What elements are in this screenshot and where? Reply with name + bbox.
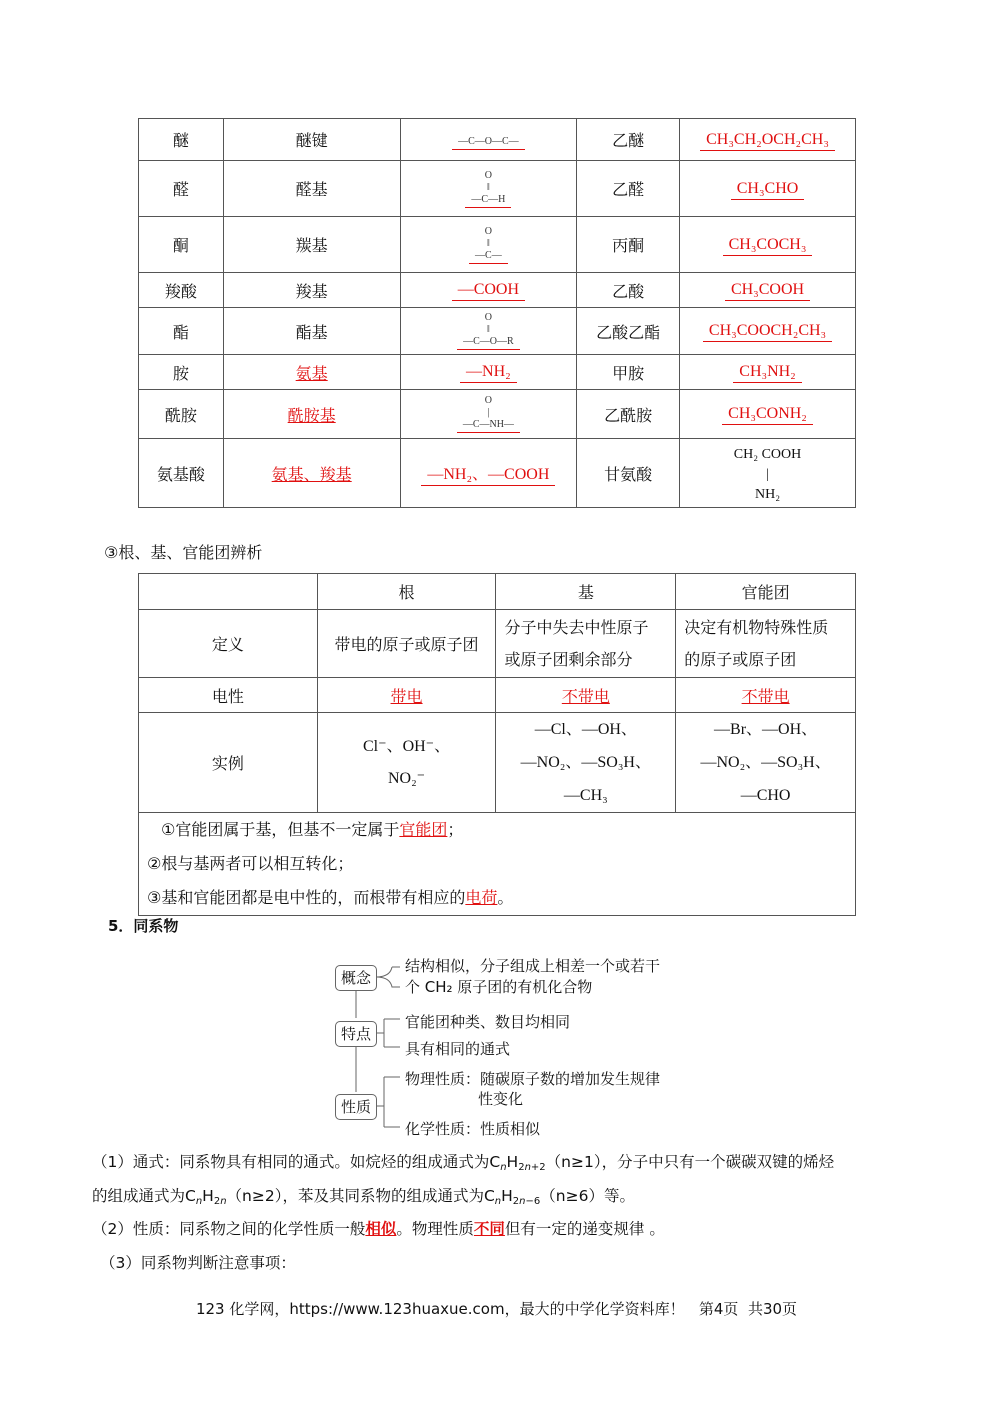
structure-cell [400, 355, 577, 390]
formula-cell-text: CH₃NH₂ [733, 363, 802, 383]
para-1-line-2: 的组成通式为$C_nH_{2n}(n\ge 2)$，苯及其同系物的组成通式为$C_nH_{2n-6}(n\ge 6)$等。 [92, 1187, 635, 1207]
structure-cell-text: —C—O—C— [452, 136, 525, 150]
functional-group-name-cell-text: 醚键 [295, 131, 328, 150]
structure-cell [400, 390, 577, 439]
para-3: （3）同系物判断注意事项： [100, 1254, 296, 1272]
example-compound-cell [577, 217, 680, 273]
example-functional-group [676, 713, 856, 813]
mindmap-property-2: 化学性质：性质相似 [405, 1120, 541, 1138]
functional-group-name-cell-text: 氨基、羧基 [271, 464, 352, 484]
definition-label: 定义 [139, 610, 318, 678]
example-base-line2: —NO₂、—SO₃H、 [520, 754, 651, 771]
mindmap-property-box: 性质 [335, 1094, 377, 1120]
class-name-cell-text: 酰胺 [164, 405, 197, 425]
mindmap-concept-line2: 个 CH₂ 原子团的有机化合物 [405, 978, 593, 996]
table1-row [139, 355, 856, 390]
class-name-cell-text: 胺 [172, 363, 189, 383]
structure-cell [400, 308, 577, 355]
example-fg-line3: —CHO [740, 787, 791, 804]
functional-group-name-cell-text: 酯基 [295, 322, 328, 342]
functional-group-name-cell-text: 氨基 [295, 363, 328, 383]
example-compound-cell-text: 甲胺 [612, 363, 645, 383]
functional-group-name-cell [223, 119, 400, 161]
example-fg-line1: —Br、—OH、 [714, 721, 818, 738]
table2-definition-row [139, 610, 856, 678]
table1-row [139, 390, 856, 439]
example-base [496, 713, 676, 813]
table1-row [139, 119, 856, 161]
table1-row [139, 273, 856, 308]
formula-cell [680, 308, 856, 355]
definition-base-line1: 分子中失去中性原子 [504, 617, 649, 637]
class-name-cell-text: 酮 [172, 236, 189, 255]
class-name-cell [139, 439, 224, 508]
formula-cell [680, 273, 856, 308]
charge-label: 电性 [139, 678, 318, 713]
functional-group-name-cell [223, 355, 400, 390]
example-fg-line2: —NO₂、—SO₃H、 [700, 754, 831, 771]
example-compound-cell-text: 乙醛 [612, 180, 645, 199]
structure-cell [400, 217, 577, 273]
note-3: ③基和官能团都是电中性的，而根带有相应的电荷。 [147, 888, 514, 907]
formula-cell-text: CH₂ COOH | NH₂ [733, 447, 802, 502]
note-1-red: 官能团 [399, 820, 448, 839]
class-name-cell-text: 酯 [172, 322, 189, 342]
class-name-cell [139, 390, 224, 439]
notes-cell [139, 813, 856, 916]
example-root [317, 713, 496, 813]
definition-root: 带电的原子或原子团 [317, 610, 496, 678]
class-name-cell-text: 醚 [172, 131, 189, 150]
para-2: （2）性质：同系物之间的化学性质一般相似。物理性质不同但有一定的递变规律 。 [92, 1220, 665, 1238]
class-name-cell [139, 161, 224, 217]
example-compound-cell [577, 308, 680, 355]
formula-cell-text: CH₃COOCH₂CH₃ [703, 322, 832, 342]
functional-group-name-cell [223, 273, 400, 308]
table2-header-row [139, 574, 856, 610]
functional-group-name-cell-text: 羧基 [295, 281, 328, 301]
functional-group-name-cell [223, 439, 400, 508]
table2-example-row [139, 713, 856, 813]
formula-cell-text: CH₃CH₂OCH₂CH₃ [700, 131, 835, 151]
note-2: ②根与基两者可以相互转化； [147, 854, 354, 873]
definition-functional-group [676, 610, 856, 678]
structure-cell-text: O | —C—NH— [457, 395, 520, 433]
section-5-title: 5．同系物 [108, 917, 179, 935]
formula-cell-text: CH₃COOH [725, 281, 810, 301]
table2-header-base: 基 [496, 574, 676, 610]
root-group-comparison-table [138, 573, 856, 916]
formula-cell [680, 119, 856, 161]
class-name-cell [139, 217, 224, 273]
functional-group-table [138, 118, 856, 508]
example-compound-cell-text: 丙酮 [612, 236, 645, 255]
charge-root [317, 678, 496, 713]
mindmap-feature-1: 官能团种类、数目均相同 [405, 1013, 571, 1031]
example-compound-cell [577, 355, 680, 390]
example-base-line1: —Cl、—OH、 [534, 721, 637, 738]
formula-cell-text: CH₃COCH₃ [723, 236, 813, 256]
formula-cell [680, 161, 856, 217]
structure-cell [400, 273, 577, 308]
example-compound-cell-text: 乙酰胺 [604, 405, 653, 425]
functional-group-name-cell-text: 酰胺基 [287, 405, 336, 425]
example-label: 实例 [139, 713, 318, 813]
formula-cell-text: CH₃CHO [731, 180, 805, 200]
functional-group-name-cell [223, 308, 400, 355]
structure-cell [400, 119, 577, 161]
para-2-different: 不同 [473, 1220, 505, 1238]
formula-cell [680, 439, 856, 508]
table1-row [139, 308, 856, 355]
mindmap-feature-2: 具有相同的通式 [405, 1040, 511, 1058]
page-footer: 123 化学网，https://www.123huaxue.com，最大的中学化学资料库！ 第4页 共30页 [195, 1300, 798, 1318]
structure-cell-text: —NH₂ [460, 363, 517, 383]
para-2-similar: 相似 [365, 1220, 397, 1238]
definition-base-line2: 或原子团剩余部分 [504, 649, 633, 669]
table1-row [139, 439, 856, 508]
functional-group-name-cell-text: 羰基 [295, 236, 328, 255]
formula-cell [680, 355, 856, 390]
class-name-cell [139, 119, 224, 161]
table2-notes-row [139, 813, 856, 916]
example-base-line3: —CH₃ [563, 787, 608, 804]
example-compound-cell-text: 乙酸 [612, 281, 645, 301]
class-name-cell-text: 醛 [172, 180, 189, 199]
example-compound-cell-text: 乙酸乙酯 [596, 322, 661, 342]
example-compound-cell [577, 390, 680, 439]
example-root-line1: Cl⁻、OH⁻、 [363, 737, 451, 755]
para-1-line-1: （1）通式：同系物具有相同的通式。如烷烃的组成通式为$C_nH_{2n+2}(n\ge 1)$，分子中只有一个碳碳双键的烯烃 [92, 1153, 835, 1173]
table2-header-root: 根 [317, 574, 496, 610]
definition-fg-line1: 决定有机物特殊性质 [684, 617, 829, 637]
mindmap-concept-line1: 结构相似，分子组成上相差一个或若干 [405, 957, 661, 975]
functional-group-name-cell [223, 217, 400, 273]
section-3-title: ③根、基、官能团辨析 [104, 543, 263, 562]
mindmap-concept-box: 概念 [335, 965, 377, 991]
charge-base-value: 不带电 [561, 686, 610, 706]
example-compound-cell-text: 乙醚 [612, 131, 645, 150]
functional-group-name-cell-text: 醛基 [295, 180, 328, 199]
structure-cell [400, 161, 577, 217]
class-name-cell [139, 273, 224, 308]
table2-charge-row [139, 678, 856, 713]
class-name-cell [139, 308, 224, 355]
definition-base [496, 610, 676, 678]
table2-header-functional-group: 官能团 [676, 574, 856, 610]
structure-cell-text: O ‖ —C—O—R [457, 312, 520, 350]
example-compound-cell [577, 161, 680, 217]
charge-root-value: 带电 [390, 686, 423, 706]
charge-fg-value: 不带电 [741, 686, 790, 706]
structure-cell [400, 439, 577, 508]
table1-row [139, 161, 856, 217]
mindmap-feature-box: 特点 [335, 1021, 377, 1047]
class-name-cell-text: 羧酸 [164, 281, 197, 301]
example-root-line2: NO₂⁻ [387, 769, 426, 787]
functional-group-name-cell [223, 390, 400, 439]
example-compound-cell [577, 439, 680, 508]
charge-functional-group [676, 678, 856, 713]
structure-cell-text: O ‖ —C—H [465, 170, 511, 208]
table2-header-empty [139, 574, 318, 610]
note-3-red: 电荷 [465, 888, 498, 907]
example-compound-cell [577, 273, 680, 308]
class-name-cell-text: 氨基酸 [156, 464, 205, 484]
formula-cell [680, 217, 856, 273]
class-name-cell [139, 355, 224, 390]
example-compound-cell-text: 甘氨酸 [604, 464, 653, 484]
functional-group-name-cell [223, 161, 400, 217]
formula-cell [680, 390, 856, 439]
structure-cell-text: O ‖ —C— [469, 226, 508, 264]
definition-fg-line2: 的原子或原子团 [684, 649, 797, 669]
example-compound-cell [577, 119, 680, 161]
formula-cell-text: CH₃CONH₂ [722, 405, 813, 425]
structure-cell-text: —COOH [452, 281, 525, 301]
charge-base [496, 678, 676, 713]
note-1: ①官能团属于基，但基不一定属于官能团； [161, 820, 464, 839]
table1-row [139, 217, 856, 273]
mindmap-property-1b: 性变化 [478, 1090, 524, 1108]
structure-cell-text: —NH₂、—COOH [421, 461, 555, 486]
mindmap-property-1a: 物理性质：随碳原子数的增加发生规律 [405, 1070, 661, 1088]
